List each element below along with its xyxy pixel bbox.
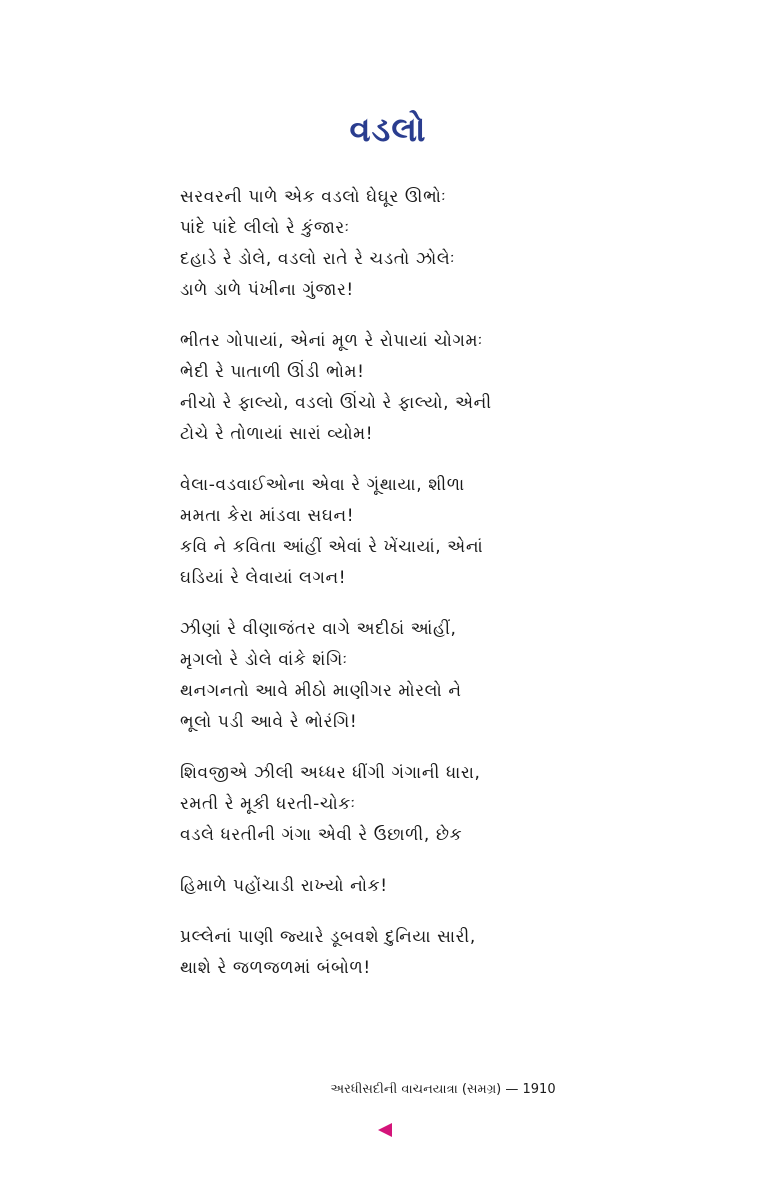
- poem-line: મમતા કેરા માંડવા સઘન!: [180, 506, 355, 526]
- poem-line: પાંદે પાંદે લીલો રે કુંજારઃ: [180, 218, 350, 238]
- poem-line: વડલે ધરતીની ગંગા એવી રે ઉછાળી, છેક: [180, 825, 463, 845]
- poem-line: દહાડે રે ડોલે, વડલો રાતે રે ચડતો ઝોલેઃ: [180, 249, 456, 269]
- stanza: [180, 470, 540, 594]
- poem-line: થનગનતો આવે મીઠો માણીગર મોરલો ને: [180, 681, 462, 701]
- poem-line: ડાળે ડાળે પંખીના ગુંજાર!: [180, 280, 354, 300]
- stanza: [180, 758, 540, 851]
- poem-line: થાશે રે જળજળમાં બંબોળ!: [180, 958, 371, 978]
- poem-line: ભીતર ગોપાયાં, એનાં મૂળ રે રોપાયાં ચોગમઃ: [180, 331, 483, 351]
- poem-line: નીચો રે ફાલ્યો, વડલો ઊંચો રે ફાલ્યો, એની: [180, 393, 492, 413]
- stanza: [180, 326, 540, 450]
- poem-line: મૃગલો રે ડોલે વાંકે શંગિઃ: [180, 650, 348, 670]
- stanza: [180, 614, 540, 738]
- poem-line: ભેદી રે પાતાળી ઊંડી ભોમ!: [180, 362, 365, 382]
- poem-line: રમતી રે મૂકી ધરતી-ચોકઃ: [180, 794, 356, 814]
- poem-line: હિમાળે પહોંચાડી રાખ્યો નોક!: [180, 876, 388, 896]
- poem-body: [180, 182, 540, 1004]
- page-title: વડલો: [349, 110, 427, 150]
- poem-line: ઘડિયાં રે લેવાયાં લગન!: [180, 568, 347, 588]
- stanza: [180, 182, 540, 306]
- poem-line: પ્રલ્લેનાં પાણી જ્યારે ડૂબવશે દુનિયા સારી,: [180, 927, 476, 947]
- poem-line: શિવજીએ ઝીલી અધ્ધર ધીંગી ગંગાની ધારા,: [180, 763, 481, 783]
- poem-line: ભૂલો પડી આવે રે ભોરંગિ!: [180, 712, 358, 732]
- stanza: [180, 922, 540, 984]
- stanza: [180, 871, 540, 902]
- poem-line: સરવરની પાળે એક વડલો ઘેઘૂર ઊભોઃ: [180, 187, 447, 207]
- page-footer: અરધીસદીની વાચનયાત્રા (સમગ્ર) — 1910: [330, 1082, 556, 1097]
- poem-line: કવિ ને કવિતા આંહીં એવાં રે ખેંચાયાં, એનાં: [180, 537, 484, 557]
- left-triangle-icon[interactable]: [378, 1123, 392, 1137]
- poem-line: ઝીણાં રે વીણાજંતર વાગે અદીઠાં આંહીં,: [180, 619, 457, 639]
- poem-line: વેલા-વડવાઈઓના એવા રે ગૂંથાયા, શીળા: [180, 475, 465, 495]
- poem-line: ટોચે રે તોળાયાં સારાં વ્યોમ!: [180, 424, 374, 444]
